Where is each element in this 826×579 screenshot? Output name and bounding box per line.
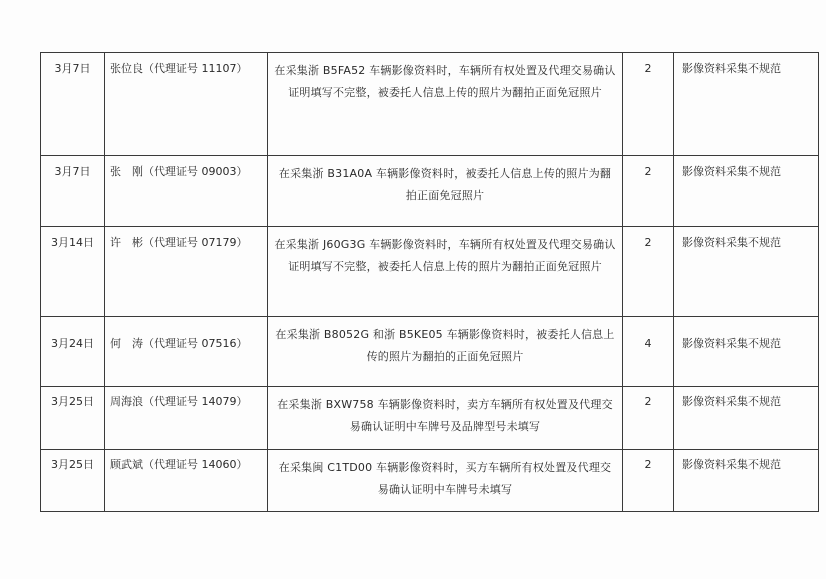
date-cell: 3月25日 [41,387,105,450]
description-cell [268,317,623,387]
date-cell: 3月7日 [41,156,105,227]
agent-cell: 张位良（代理证号 11107） [105,53,268,156]
table-row [41,387,819,450]
description-cell [268,156,623,227]
description-text: 在采集浙 B5FA52 车辆影像资料时，车辆所有权处置及代理交易确认证明填写不完整，被委托人信息上传的照片为翻拍正面免冠照片 [274,64,616,99]
agent-cell: 顾武斌（代理证号 14060） [105,450,268,512]
description-text: 在采集闽 C1TD00 车辆影像资料时，买方车辆所有权处置及代理交易确认证明中车牌号未填写 [278,461,612,496]
table-row [41,450,819,512]
description-cell [268,387,623,450]
reason-cell: 影像资料采集不规范 [674,53,819,156]
description-cell [268,450,623,512]
description-cell [268,227,623,317]
description-text: 在采集浙 B8052G 和浙 B5KE05 车辆影像资料时，被委托人信息上传的照片为翻拍的正面免冠照片 [275,328,615,363]
count-cell: 2 [623,53,674,156]
date-cell: 3月14日 [41,227,105,317]
reason-cell: 影像资料采集不规范 [674,387,819,450]
count-cell: 2 [623,156,674,227]
reason-cell: 影像资料采集不规范 [674,156,819,227]
records-table [40,52,819,512]
reason-cell: 影像资料采集不规范 [674,450,819,512]
description-text: 在采集浙 BXW758 车辆影像资料时，卖方车辆所有权处置及代理交易确认证明中车牌号及品牌型号未填写 [277,398,613,433]
date-cell: 3月7日 [41,53,105,156]
description-text: 在采集浙 B31A0A 车辆影像资料时，被委托人信息上传的照片为翻拍正面免冠照片 [278,167,612,202]
table-row [41,53,819,156]
description-cell [268,53,623,156]
table-row [41,156,819,227]
agent-cell: 许 彬（代理证号 07179） [105,227,268,317]
reason-cell: 影像资料采集不规范 [674,227,819,317]
date-cell: 3月25日 [41,450,105,512]
count-cell: 2 [623,227,674,317]
date-cell: 3月24日 [41,317,105,387]
count-cell: 2 [623,387,674,450]
description-text: 在采集浙 J60G3G 车辆影像资料时，车辆所有权处置及代理交易确认证明填写不完整，被委托人信息上传的照片为翻拍正面免冠照片 [274,238,616,273]
count-cell: 2 [623,450,674,512]
count-cell: 4 [623,317,674,387]
agent-cell: 周海浪（代理证号 14079） [105,387,268,450]
agent-cell: 张 刚（代理证号 09003） [105,156,268,227]
agent-cell: 何 涛（代理证号 07516） [105,317,268,387]
table-row [41,317,819,387]
table-row [41,227,819,317]
reason-cell: 影像资料采集不规范 [674,317,819,387]
